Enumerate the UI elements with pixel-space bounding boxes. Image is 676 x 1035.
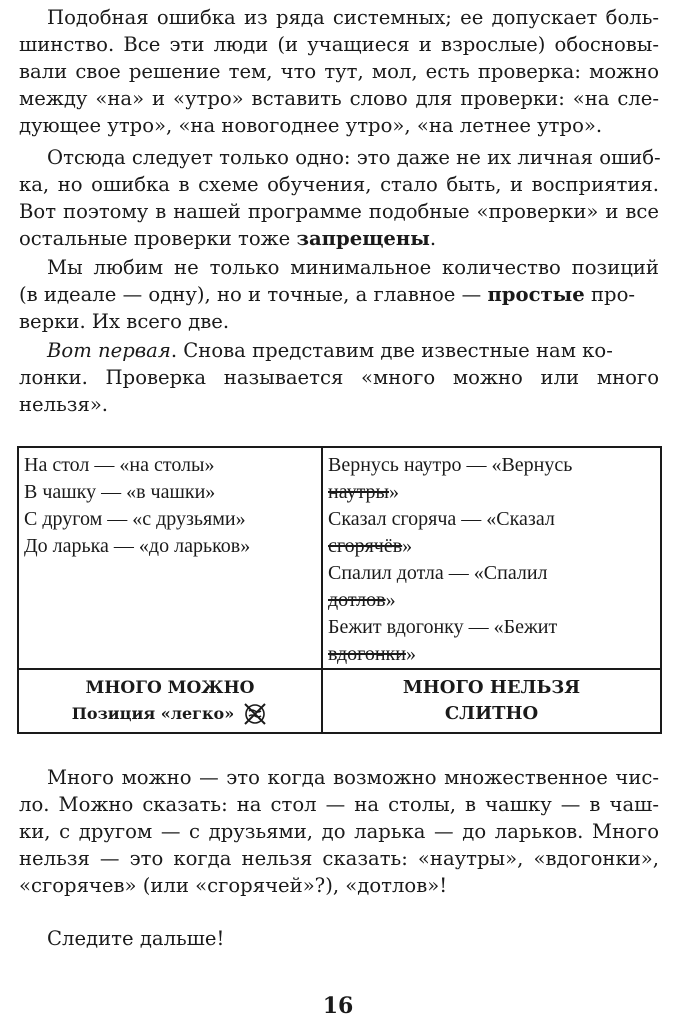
- footer-subline: [19, 701, 321, 727]
- text-run: остальные проверки тоже: [19, 227, 297, 250]
- text-line: Вот поэтому в нашей программе подобные «проверки» и все: [19, 200, 659, 223]
- text-line: шинство. Все эти люди (и учащиеся и взрослые) обосновы-: [19, 33, 659, 56]
- page-number: 16: [322, 993, 354, 1019]
- text-line: дующее утро», «на новогоднее утро», «на летнее утро».: [19, 114, 603, 137]
- footer-subtitle: СЛИТНО: [444, 703, 539, 724]
- text-line: Много можно — это когда возможно множественное чис-: [47, 766, 659, 789]
- position-label-row: [72, 701, 268, 727]
- text-line: ка, но ошибка в схеме обучения, стало быть, и восприятия.: [19, 173, 659, 196]
- right-column-cell: [322, 447, 661, 669]
- text-line: Мы любим не только минимальное количество позиций: [47, 256, 659, 279]
- text-run: .: [429, 227, 437, 250]
- example-entry: С другом — «с друзьями»: [24, 508, 246, 530]
- struck-word: наутры: [328, 481, 389, 503]
- example-entry-continuation: [328, 587, 660, 614]
- example-entry-continuation: [328, 641, 660, 668]
- struck-word: дотлов: [328, 589, 386, 611]
- paragraph-5: [19, 764, 659, 899]
- text-run: . Снова представим две известные нам ко-: [170, 339, 613, 362]
- quote-mark: »: [385, 589, 396, 611]
- text-line: [19, 337, 659, 364]
- text-line: Подобная ошибка из ряда системных; ее допускает боль-: [47, 6, 659, 29]
- text-line: ло. Можно сказать: на стол — на столы, в чашку — в чаш-: [19, 793, 659, 816]
- paragraph-6: [19, 925, 659, 952]
- paragraph-1: [19, 4, 659, 139]
- example-entry: Бежит вдогонку — «Бежит: [328, 616, 558, 638]
- text-line: между «на» и «утро» вставить слово для проверки: «на сле-: [19, 87, 659, 110]
- text-line: [19, 225, 659, 252]
- italic-phrase: Вот первая: [47, 339, 171, 362]
- text-line: нельзя — это когда нельзя сказать: «наутры», «вдогонки»,: [19, 847, 659, 870]
- quote-mark: »: [405, 643, 416, 665]
- text-line: ки, с другом — с друзьями, до ларька — до ларьков. Много: [19, 820, 659, 843]
- bold-word: простые: [487, 283, 585, 306]
- left-column-cell: [18, 447, 322, 669]
- struck-word: вдогонки: [328, 643, 406, 665]
- example-entry: До ларька — «до ларьков»: [24, 535, 251, 557]
- text-line: лонки. Проверка называется «много можно или много: [19, 366, 659, 389]
- paragraph-3: [19, 254, 659, 335]
- text-line: «сгорячев» (или «сгорячей»?), «дотлов»!: [19, 874, 448, 897]
- example-entry: Сказал сгоряча — «Сказал: [328, 508, 555, 530]
- footer-title: МНОГО НЕЛЬЗЯ: [402, 677, 581, 698]
- paragraph-4: [19, 337, 659, 418]
- footer-title: МНОГО МОЖНО: [85, 678, 255, 698]
- paragraph-2: [19, 144, 659, 252]
- footer-right-cell: [322, 669, 661, 733]
- struck-word: сгорячёв: [328, 535, 403, 557]
- example-entry: Спалил дотла — «Спалил: [328, 562, 548, 584]
- text-line: верки. Их всего две.: [19, 310, 230, 333]
- example-entry: Вернусь наутро — «Вернусь: [328, 454, 573, 476]
- text-run: (в идеале — одну), но и точные, а главное —: [19, 283, 488, 306]
- comparison-table: [17, 446, 662, 734]
- text-run: про-: [584, 283, 635, 306]
- text-line: нельзя».: [19, 393, 109, 416]
- text-line: вали свое решение тем, что тут, мол, есть проверка: можно: [19, 60, 659, 83]
- quote-mark: »: [402, 535, 413, 557]
- example-entry: На стол — «на столы»: [24, 454, 215, 476]
- position-label: Позиция «легко»: [71, 704, 235, 723]
- bold-word: запрещены: [296, 227, 430, 250]
- example-entry-continuation: [328, 479, 660, 506]
- text-line: Следите дальше!: [47, 927, 225, 950]
- text-line: Отсюда следует только одно: это даже не их личная ошиб-: [47, 146, 661, 169]
- quote-mark: »: [389, 481, 399, 503]
- footer-left-cell: [18, 669, 322, 733]
- crossed-circle-icon: [242, 701, 268, 727]
- example-entry-continuation: [328, 533, 660, 560]
- example-entry: В чашку — «в чашки»: [24, 481, 216, 503]
- text-line: [19, 281, 659, 308]
